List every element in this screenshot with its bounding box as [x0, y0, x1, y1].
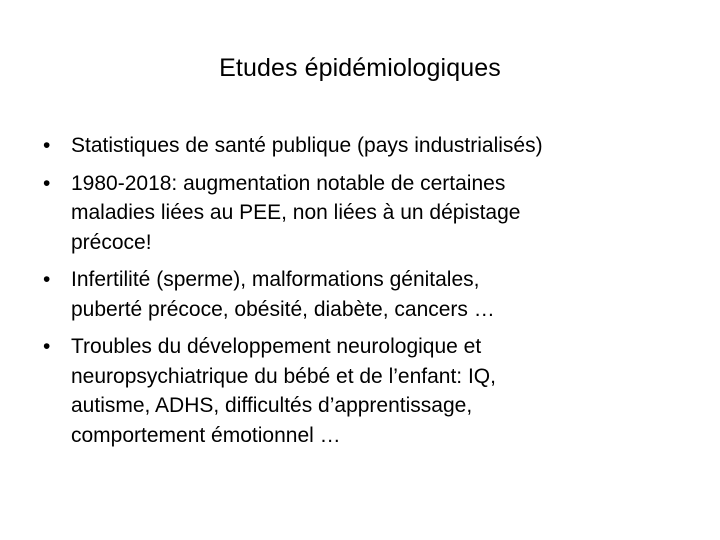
bullet-text-line: neuropsychiatrique du bébé et de l’enfant: IQ,: [71, 364, 496, 388]
bullet-text-line: comportement émotionnel …: [71, 423, 341, 447]
bullet-text-line: 1980-2018: augmentation notable de certaines: [71, 171, 506, 195]
slide-title: Etudes épidémiologiques: [219, 54, 501, 82]
bullet-text-line: autisme, ADHS, difficultés d’apprentissage,: [71, 394, 473, 417]
bullet-text-line: Statistiques de santé publique (pays industrialisés): [71, 134, 543, 157]
bullet-icon: •: [43, 268, 51, 291]
bullet-text-line: Infertilité (sperme), malformations génitales,: [71, 268, 480, 291]
bullet-icon: •: [43, 335, 51, 358]
bullet-icon: •: [43, 171, 51, 195]
bullet-text-line: puberté précoce, obésité, diabète, cancers …: [71, 297, 495, 321]
bullet-item-diseases: [43, 265, 683, 324]
bullet-list: [43, 131, 683, 458]
bullet-icon: •: [43, 134, 51, 157]
bullet-item-neurodevelopment: [43, 332, 683, 450]
bullet-text-line: Troubles du développement neurologique et: [71, 335, 482, 358]
bullet-text-line: maladies liées au PEE, non liées à un dépistage: [71, 201, 521, 224]
bullet-item-statistics: [43, 131, 683, 161]
bullet-item-trends: [43, 169, 683, 258]
bullet-text-line: précoce!: [71, 230, 152, 254]
